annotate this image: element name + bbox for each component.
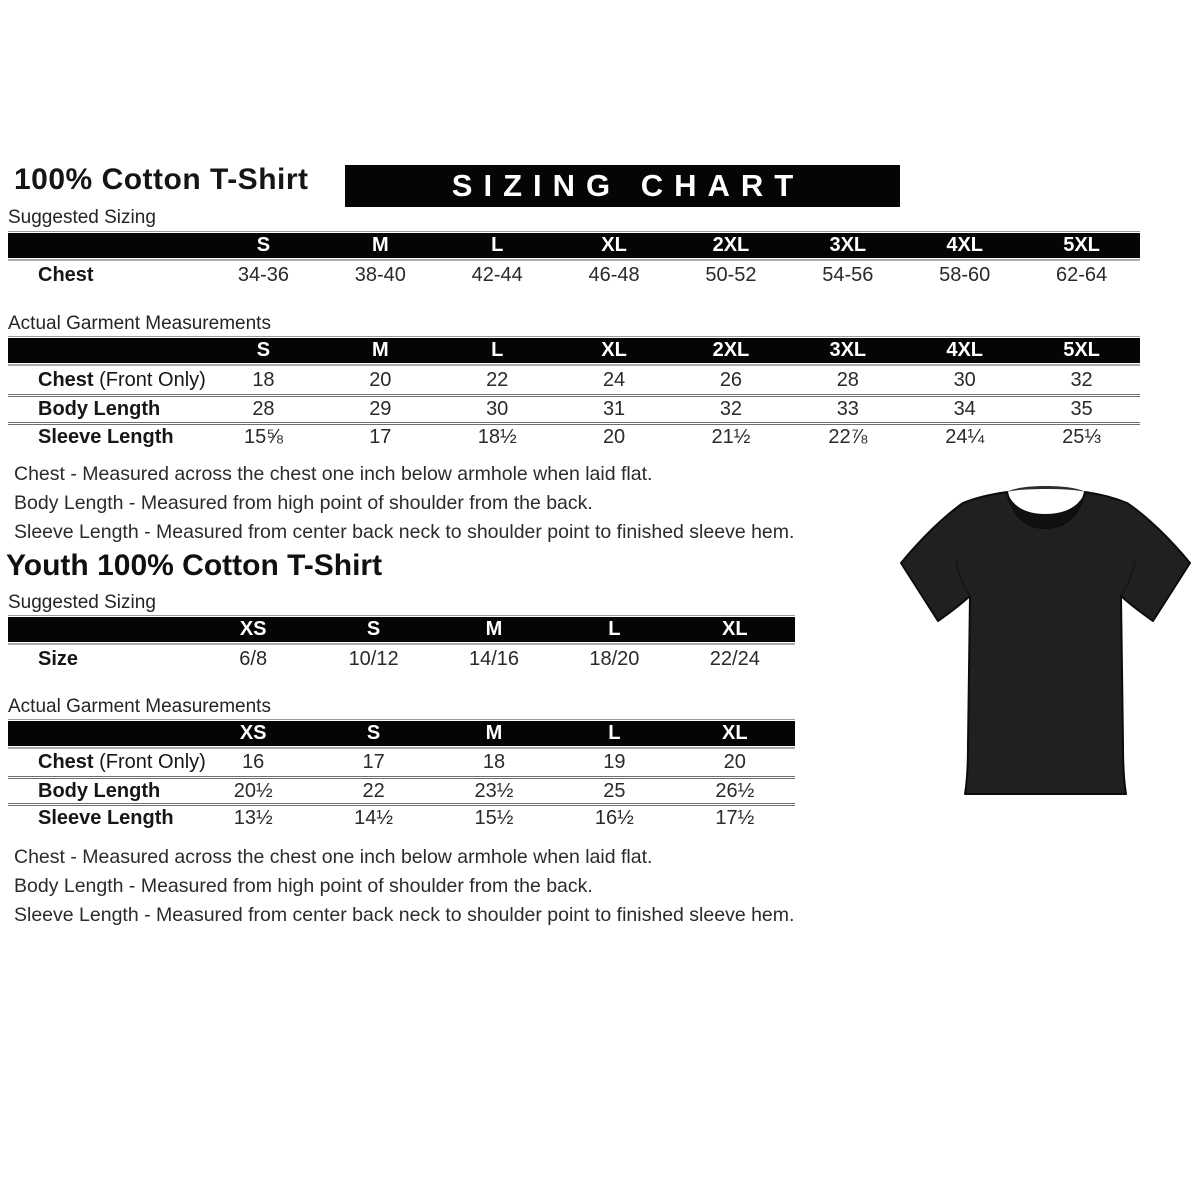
youth-suggested-sizing-table (8, 615, 795, 674)
size-col-header: 3XL (829, 234, 867, 256)
cell: 24 (602, 368, 626, 391)
cell: 18 (252, 368, 275, 391)
adult-actual-measurements-label: Actual Garment Measurements (8, 313, 271, 334)
cell: 54-56 (822, 264, 874, 286)
size-col-header: 5XL (1063, 234, 1100, 256)
note-line: Sleeve Length - Measured from center back neck to shoulder point to finished sleeve hem. (14, 521, 795, 543)
adult-suggested-header-row (8, 233, 1140, 258)
row-label: Body Length (38, 779, 161, 802)
sizing-chart-banner (345, 165, 900, 207)
cell: 34-36 (237, 264, 290, 286)
size-col-header: M (371, 234, 389, 256)
cell: 14½ (354, 806, 394, 829)
youth-section-title: Youth 100% Cotton T-Shirt (6, 549, 383, 582)
cell: 6/8 (239, 648, 268, 670)
cell: 22⅞ (828, 426, 868, 448)
cell: 23½ (474, 779, 514, 802)
cell: 26½ (715, 779, 755, 802)
adult-suggested-sizing-label: Suggested Sizing (8, 207, 156, 228)
cell: 62-64 (1055, 264, 1108, 286)
cell: 21½ (711, 426, 751, 448)
youth-size-row (8, 645, 795, 674)
size-col-header: S (366, 618, 381, 640)
cell: 26 (719, 368, 743, 391)
cell: 20 (723, 751, 746, 773)
cell: 17 (362, 751, 385, 773)
cell: 28 (252, 398, 275, 420)
cell: 22 (486, 368, 509, 391)
cell: 38-40 (354, 264, 406, 286)
row-label: Chest (Front Only) (38, 751, 206, 773)
size-col-header: 3XL (829, 339, 867, 361)
cell: 18/20 (589, 648, 640, 670)
adult-chest-range-row (8, 261, 1140, 290)
cell: 10/12 (348, 648, 399, 670)
cell: 15½ (474, 806, 514, 829)
youth-suggested-sizing-label: Suggested Sizing (8, 592, 156, 613)
size-col-header: XL (722, 618, 748, 640)
size-col-header: XL (601, 234, 627, 256)
cell: 20 (602, 426, 626, 448)
cell: 46-48 (588, 264, 640, 286)
size-col-header: M (485, 618, 503, 640)
page-title: 100% Cotton T-Shirt (14, 163, 309, 196)
size-col-header: L (608, 618, 621, 640)
adult-actual-measurements-table (8, 336, 1140, 450)
cell: 20½ (233, 779, 273, 802)
cell: 31 (602, 398, 626, 420)
size-col-header: XS (239, 618, 267, 640)
size-col-header: S (256, 339, 271, 361)
size-col-header: XL (722, 722, 748, 744)
cell: 25⅓ (1062, 426, 1102, 448)
cell: 16½ (594, 806, 634, 829)
cell: 15⅝ (243, 426, 283, 448)
cell: 28 (836, 368, 859, 391)
note-line: Body Length - Measured from high point of shoulder from the back. (14, 875, 593, 897)
adult-measurement-notes (14, 460, 794, 547)
youth-measurement-notes (14, 843, 794, 930)
size-col-header: L (491, 234, 504, 256)
size-col-header: 2XL (712, 234, 750, 256)
row-label: Sleeve Length (38, 806, 174, 829)
cell: 17½ (715, 806, 755, 829)
youth-chest-row (8, 749, 795, 776)
cell: 16 (242, 751, 265, 773)
size-col-header: 4XL (946, 339, 984, 361)
cell: 22 (362, 779, 385, 802)
row-label: Chest (38, 264, 94, 286)
youth-sleeve-length-row (8, 803, 795, 830)
youth-actual-header-row (8, 721, 795, 746)
cell: 13½ (233, 806, 273, 829)
size-col-header: XS (239, 722, 267, 744)
size-col-header: 2XL (712, 339, 750, 361)
sizing-chart-banner-text: SIZING CHART (451, 168, 805, 203)
youth-actual-measurements-table (8, 719, 795, 830)
size-col-header: 5XL (1063, 339, 1100, 361)
cell: 29 (369, 398, 392, 420)
cell: 18 (482, 751, 506, 773)
youth-body-length-row (8, 776, 795, 803)
cell: 35 (1070, 398, 1093, 420)
cell: 24¼ (945, 426, 985, 448)
cell: 32 (1070, 368, 1093, 391)
cell: 42-44 (471, 264, 523, 286)
note-line: Sleeve Length - Measured from center back neck to shoulder point to finished sleeve hem. (14, 904, 795, 926)
cell: 19 (603, 751, 626, 773)
adult-sleeve-length-row (8, 422, 1140, 450)
cell: 32 (719, 398, 743, 420)
adult-suggested-sizing-table (8, 231, 1140, 290)
cell: 30 (953, 368, 976, 391)
youth-actual-measurements-label: Actual Garment Measurements (8, 696, 271, 717)
size-col-header: 4XL (946, 234, 984, 256)
note-line: Body Length - Measured from high point of shoulder from the back. (14, 492, 593, 514)
size-col-header: L (491, 339, 504, 361)
adult-chest-row (8, 366, 1140, 394)
cell: 58-60 (939, 264, 991, 286)
note-line: Chest - Measured across the chest one inch below armhole when laid flat. (14, 846, 653, 868)
size-col-header: M (485, 722, 503, 744)
tshirt-graphic (893, 483, 1198, 808)
cell: 14/16 (468, 648, 520, 670)
black-tshirt-image (893, 483, 1198, 813)
row-label: Sleeve Length (38, 426, 174, 448)
row-label: Body Length (38, 398, 161, 420)
adult-body-length-row (8, 394, 1140, 422)
row-label: Size (38, 648, 79, 670)
cell: 30 (486, 398, 509, 420)
cell: 33 (836, 398, 859, 420)
size-col-header: S (256, 234, 271, 256)
cell: 50-52 (705, 264, 757, 286)
cell: 17 (369, 426, 392, 448)
note-line: Chest - Measured across the chest one inch below armhole when laid flat. (14, 463, 653, 485)
cell: 20 (369, 368, 392, 391)
size-col-header: L (608, 722, 621, 744)
row-label: Chest (Front Only) (38, 368, 206, 391)
cell: 34 (953, 398, 976, 420)
size-col-header: S (366, 722, 381, 744)
cell: 18½ (477, 426, 517, 448)
cell: 22/24 (709, 648, 760, 670)
size-col-header: XL (601, 339, 627, 361)
cell: 25 (603, 779, 626, 802)
youth-suggested-header-row (8, 617, 795, 642)
size-col-header: M (371, 339, 389, 361)
adult-actual-header-row (8, 338, 1140, 363)
